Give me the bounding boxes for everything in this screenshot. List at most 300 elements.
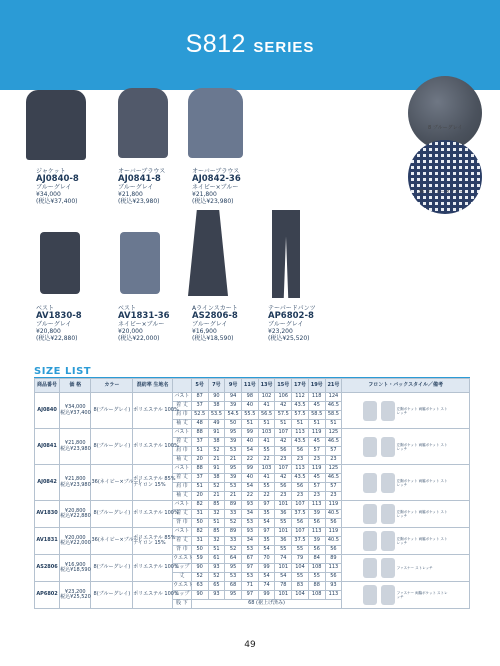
size-value-cell: 104 [292,564,309,573]
measure-name-cell: 着 丈 [173,474,192,483]
size-value-cell: 85 [208,528,225,537]
size-value-cell: 39 [308,537,325,546]
size-value-cell: 56 [308,546,325,555]
product-price: ¥16,900 [192,328,217,335]
size-value-cell: 53 [225,483,242,492]
color-cell: 8(ブルーグレイ) [91,393,133,429]
size-value-cell: 68 (裾上げ済み) [191,600,341,609]
size-value-cell: 56 [275,447,292,456]
size-value-cell: 54 [275,573,292,582]
size-value-cell: 102 [258,393,275,402]
size-value-cell: 90 [208,393,225,402]
size-value-cell: 57 [325,447,342,456]
size-value-cell: 56 [292,447,309,456]
size-value-cell: 107 [292,528,309,537]
product-price-tax: (税込¥37,400) [36,198,78,205]
size-value-cell: 89 [325,555,342,564]
product-type: ベスト [36,305,55,312]
back-style-illustration [381,558,395,578]
product-caption [118,305,170,342]
back-style-illustration [381,504,395,524]
size-value-cell: 40.5 [325,510,342,519]
product-caption [36,168,79,205]
product-code-cell: AJ0841 [35,429,60,465]
over-blouse-bluegray-image [118,88,168,158]
size-value-cell: 23 [308,456,325,465]
measure-name-cell: 肩 巾 [173,483,192,492]
product-price-tax: (税込¥23,980) [118,198,160,205]
size-value-cell: 56 [325,519,342,528]
size-value-cell: 50 [191,546,208,555]
size-value-cell: 64 [225,555,242,564]
style-notes-cell [342,393,470,429]
header-fabric: 混紡率 生地名 [133,379,173,393]
size-value-cell: 42 [275,438,292,447]
size-value-cell: 46.5 [325,402,342,411]
size-value-cell: 43.5 [292,402,309,411]
size-value-cell: 39 [225,474,242,483]
size-value-cell: 22 [241,492,258,501]
price-cell [60,501,91,528]
product-color: ブルーグレイ [36,184,72,191]
size-value-cell: 58.5 [325,411,342,420]
size-value-cell: 52 [208,447,225,456]
size-value-cell: 36 [275,537,292,546]
measure-name-cell: ヒップ [173,564,192,573]
front-style-illustration [363,437,377,457]
size-value-cell: 101 [275,501,292,510]
product-price: ¥34,000 [36,191,61,198]
measure-name-cell: バスト [173,528,192,537]
size-value-cell: 52 [225,519,242,528]
size-value-cell: 87 [191,393,208,402]
back-style-illustration [381,585,395,605]
size-value-cell: 23 [308,492,325,501]
product-code: AJ0842-36 [192,174,241,184]
measure-name-cell: 背 巾 [173,519,192,528]
size-value-cell: 85 [208,501,225,510]
fabric-main: ポリエステル 100% [133,406,179,413]
size-value-cell: 53 [241,546,258,555]
fabric-cell [133,429,179,465]
price-cell [60,528,91,555]
size-value-cell: 23 [325,456,342,465]
size-value-cell: 51 [191,483,208,492]
size-value-cell: 70 [258,555,275,564]
size-value-cell: 103 [258,465,275,474]
size-value-cell: 101 [275,591,292,600]
tapered-pants-image [272,210,300,298]
price-cell [60,582,91,609]
size-value-cell: 118 [308,393,325,402]
product-color: ブルーグレイ [192,321,228,328]
size-value-cell: 43.5 [292,474,309,483]
size-value-cell: 99 [258,591,275,600]
header-size: 17号 [292,379,309,393]
price-value: ¥20,000 [64,534,86,541]
price-tax-value: 税込¥18,590 [60,567,91,573]
size-value-cell: 108 [308,591,325,600]
back-style-illustration [381,473,395,493]
size-value-cell: 97 [258,501,275,510]
size-value-cell: 98 [241,393,258,402]
table-row [35,501,470,510]
size-value-cell: 51 [208,546,225,555]
product-type: オーバーブラウス [118,168,166,175]
product-caption [36,305,82,342]
size-value-cell: 35 [258,510,275,519]
product-price: ¥21,800 [118,191,143,198]
size-value-cell: 55 [308,573,325,582]
product-price-tax: (税込¥23,980) [192,198,234,205]
back-style-illustration [381,437,395,457]
style-notes-cell [342,429,470,465]
price-tax-value: 税込¥22,880 [60,513,91,519]
fabric-main: ポリエステル 100% [133,510,179,517]
product-price: ¥20,800 [36,328,61,335]
size-value-cell: 59 [191,555,208,564]
product-type: オーバーブラウス [192,168,240,175]
price-cell [60,393,91,429]
header-color: カラー [91,379,133,393]
size-value-cell: 49 [208,420,225,429]
color-cell: 8(ブルーグレイ) [91,429,133,465]
size-value-cell: 55 [258,483,275,492]
measure-name-cell: 肩 巾 [173,447,192,456]
size-value-cell: 57.5 [292,411,309,420]
header-size: 11号 [241,379,258,393]
header-size: 9号 [225,379,242,393]
size-value-cell: 42 [275,402,292,411]
measure-name-cell: 丈 [173,573,192,582]
fabric-blend: ナイロン 15% [133,540,166,546]
product-price: ¥21,800 [192,191,217,198]
size-value-cell: 22 [258,456,275,465]
size-value-cell: 113 [308,528,325,537]
size-list-title: SIZE LIST [34,366,92,377]
product-price-tax: (税込¥18,590) [192,335,234,342]
size-value-cell: 51 [308,420,325,429]
size-value-cell: 38 [208,402,225,411]
size-value-cell: 21 [225,456,242,465]
fabric-cell [133,465,176,501]
product-code: AV1830-8 [36,311,82,321]
product-code: AP6802-8 [268,311,314,321]
product-color: ブルーグレイ [268,321,304,328]
size-value-cell: 37 [191,474,208,483]
price-cell [60,465,91,501]
size-value-cell: 56.5 [258,411,275,420]
measure-name-cell: 袖 丈 [173,420,192,429]
header-code: 商品番号 [35,379,60,393]
size-value-cell: 45 [308,438,325,447]
size-value-cell: 113 [325,564,342,573]
size-value-cell: 54 [258,573,275,582]
price-tax-value: 税込¥23,980 [60,445,91,452]
size-value-cell: 22 [241,456,258,465]
style-notes: 左胸ポケット 両脇ポケット ストレッチ [396,442,448,451]
measure-name-cell: ウエスト [173,555,192,564]
size-value-cell: 56 [325,546,342,555]
size-value-cell: 104 [292,591,309,600]
size-value-cell: 113 [292,465,309,474]
vest-navy-image [120,232,160,294]
size-value-cell: 124 [325,393,342,402]
measure-name-cell: バスト [173,465,192,474]
size-value-cell: 21 [225,492,242,501]
size-value-cell: 21 [208,456,225,465]
size-value-cell: 34 [241,537,258,546]
front-style-illustration [363,585,377,605]
front-style-illustration [363,473,377,493]
size-value-cell: 89 [225,501,242,510]
size-value-cell: 52 [208,483,225,492]
size-value-cell: 40 [241,474,258,483]
size-value-cell: 37 [191,402,208,411]
size-value-cell: 51 [208,519,225,528]
product-price: ¥20,000 [118,328,143,335]
size-value-cell: 50 [191,519,208,528]
back-style-illustration [381,531,395,551]
size-value-cell: 40 [241,402,258,411]
price-value: ¥21,800 [64,440,86,446]
style-notes: 左胸ポケット 両脇ポケット ストレッチ [396,510,448,518]
size-value-cell: 119 [325,501,342,510]
size-value-cell: 95 [225,429,242,438]
price-tax-value: 税込¥23,980 [60,481,91,488]
product-color: ブルーグレイ [36,321,72,328]
front-style-illustration [363,401,377,421]
fabric-cell [133,555,179,582]
fabric-cell [133,501,179,528]
color-cell: 36(ネイビー×ブルー) [91,528,133,555]
measure-name-cell: バスト [173,501,192,510]
size-value-cell: 82 [191,501,208,510]
size-value-cell: 97 [241,564,258,573]
size-value-cell: 32 [208,510,225,519]
size-value-cell: 32 [208,537,225,546]
price-tax-value: 税込¥37,400 [60,409,91,416]
size-value-cell: 43.5 [292,438,309,447]
size-value-cell: 63 [191,582,208,591]
fabric-main: ポリエステル 85% [133,534,176,541]
size-value-cell: 31 [191,510,208,519]
measure-name-cell: バスト [173,429,192,438]
price-cell [60,429,91,465]
price-tax-value: 税込¥22,000 [60,540,91,546]
size-value-cell: 74 [258,582,275,591]
size-value-cell: 107 [275,465,292,474]
size-value-cell: 91 [208,429,225,438]
fabric-cell [133,582,179,609]
size-value-cell: 93 [325,582,342,591]
series-code: S812 [185,30,246,58]
color-cell: 8(ブルーグレイ) [91,582,133,609]
fabric-swatch-navy-blue [408,140,482,214]
size-value-cell: 61 [208,555,225,564]
size-value-cell: 119 [325,528,342,537]
size-value-cell: 51 [292,420,309,429]
product-code: AV1831-36 [118,311,170,321]
measure-name-cell: 着 丈 [173,402,192,411]
header-size: 7号 [208,379,225,393]
vest-bluegray-image [40,232,80,294]
size-value-cell: 74 [275,555,292,564]
page-number: 49 [244,640,256,650]
size-table [34,378,470,609]
size-value-cell: 54 [241,483,258,492]
header-size: 15号 [275,379,292,393]
size-value-cell: 36 [275,510,292,519]
size-value-cell: 108 [308,564,325,573]
product-code: AJ0840-8 [36,174,79,184]
fabric-main: ポリエステル 85% [133,476,176,482]
over-blouse-navy-image [188,88,243,158]
fabric-blend: ナイロン 15% [133,481,166,488]
product-type: ベスト [118,305,137,312]
size-value-cell: 79 [292,555,309,564]
measure-name-cell: 袖 丈 [173,456,192,465]
size-value-cell: 91 [208,465,225,474]
size-value-cell: 56 [308,519,325,528]
product-price-tax: (税込¥22,880) [36,335,78,342]
table-row [35,465,470,474]
size-value-cell: 55 [275,546,292,555]
size-value-cell: 68 [225,582,242,591]
size-value-cell: 57 [308,483,325,492]
size-value-cell: 23 [275,492,292,501]
style-notes: ファスナー ストレッチ [396,566,433,570]
size-value-cell: 89 [225,528,242,537]
style-notes-cell [342,528,470,555]
size-value-cell: 38 [208,438,225,447]
size-value-cell: 34 [241,510,258,519]
style-notes: 左胸ポケット 両脇ポケット ストレッチ [396,478,448,487]
size-value-cell: 53 [241,519,258,528]
size-value-cell: 57.5 [275,411,292,420]
table-row [35,555,470,564]
header-size: 13号 [258,379,275,393]
table-row [35,429,470,438]
product-type: テーパードパンツ [268,305,316,312]
measure-name-cell: 着 丈 [173,438,192,447]
series-word: SERIES [253,39,315,56]
style-notes-cell [342,465,470,501]
size-value-cell: 45 [308,402,325,411]
size-value-cell: 83 [292,582,309,591]
size-value-cell: 65 [208,582,225,591]
size-value-cell: 119 [308,465,325,474]
style-notes-cell [342,501,470,528]
product-color: ネイビー×ブルー [192,184,239,191]
size-value-cell: 50 [225,420,242,429]
size-value-cell: 33 [225,537,242,546]
size-value-cell: 46.5 [325,474,342,483]
size-value-cell: 112 [292,393,309,402]
series-banner [0,0,500,90]
size-value-cell: 84 [308,555,325,564]
size-value-cell: 57 [308,447,325,456]
size-value-cell: 58.5 [308,411,325,420]
product-price: ¥23,200 [268,328,293,335]
front-style-illustration [363,531,377,551]
size-value-cell: 53 [241,573,258,582]
fabric-swatch-bluegray [408,76,482,150]
size-value-cell: 90 [191,591,208,600]
size-value-cell: 88 [191,465,208,474]
size-value-cell: 55.5 [241,411,258,420]
size-value-cell: 53 [225,573,242,582]
size-value-cell: 125 [325,465,342,474]
size-value-cell: 90 [191,564,208,573]
fabric-cell [133,393,179,429]
size-value-cell: 55 [292,546,309,555]
size-value-cell: 99 [241,465,258,474]
product-type: ジャケット [36,168,66,175]
size-value-cell: 55 [275,519,292,528]
size-value-cell: 113 [308,501,325,510]
size-value-cell: 67 [241,555,258,564]
size-value-cell: 99 [241,429,258,438]
price-value: ¥16,900 [64,561,86,568]
size-value-cell: 51 [258,420,275,429]
size-value-cell: 95 [225,465,242,474]
product-code-cell: AS2806 [35,555,60,582]
size-value-cell: 51 [191,447,208,456]
fabric-main: ポリエステル 100% [133,442,179,449]
price-value: ¥21,800 [64,476,86,482]
jacket-image [26,90,86,160]
size-value-cell: 52 [191,573,208,582]
price-value: ¥23,200 [64,588,86,595]
style-notes-cell [342,582,470,609]
product-color: ブルーグレイ [118,184,154,191]
size-value-cell: 54.5 [225,411,242,420]
price-tax-value: 税込¥25,520 [60,594,91,600]
size-value-cell: 113 [292,429,309,438]
size-value-cell: 113 [325,591,342,600]
measure-name-cell: 袖 丈 [173,492,192,501]
size-value-cell: 97 [258,528,275,537]
size-value-cell: 22 [258,492,275,501]
product-caption [192,305,238,342]
size-value-cell: 52.5 [191,411,208,420]
style-notes: 左胸ポケット 両脇ポケット ストレッチ [396,537,448,545]
color-cell: 8(ブルーグレイ) [91,501,133,528]
product-color: ネイビー×ブルー [118,321,165,328]
header-price: 価 格 [60,379,91,393]
size-value-cell: 20 [191,456,208,465]
size-value-cell: 39 [225,402,242,411]
product-code: AS2806-8 [192,311,238,321]
product-code: AJ0841-8 [118,174,161,184]
product-code-cell: AV1830 [35,501,60,528]
size-value-cell: 52 [208,573,225,582]
size-value-cell: 101 [275,564,292,573]
header-measure [173,379,192,393]
size-value-cell: 41 [258,438,275,447]
size-value-cell: 40 [241,438,258,447]
size-value-cell: 97 [241,591,258,600]
fabric-main: ポリエステル 100% [133,564,179,571]
measure-name-cell: 股 下 [173,600,192,609]
product-code-cell: AP6802 [35,582,60,609]
size-value-cell: 94 [225,393,242,402]
measure-name-cell: 背 巾 [173,546,192,555]
swatch-label-bluegray: 8 ブルーグレイ [428,125,463,131]
header-size: 21号 [325,379,342,393]
size-value-cell: 93 [241,501,258,510]
